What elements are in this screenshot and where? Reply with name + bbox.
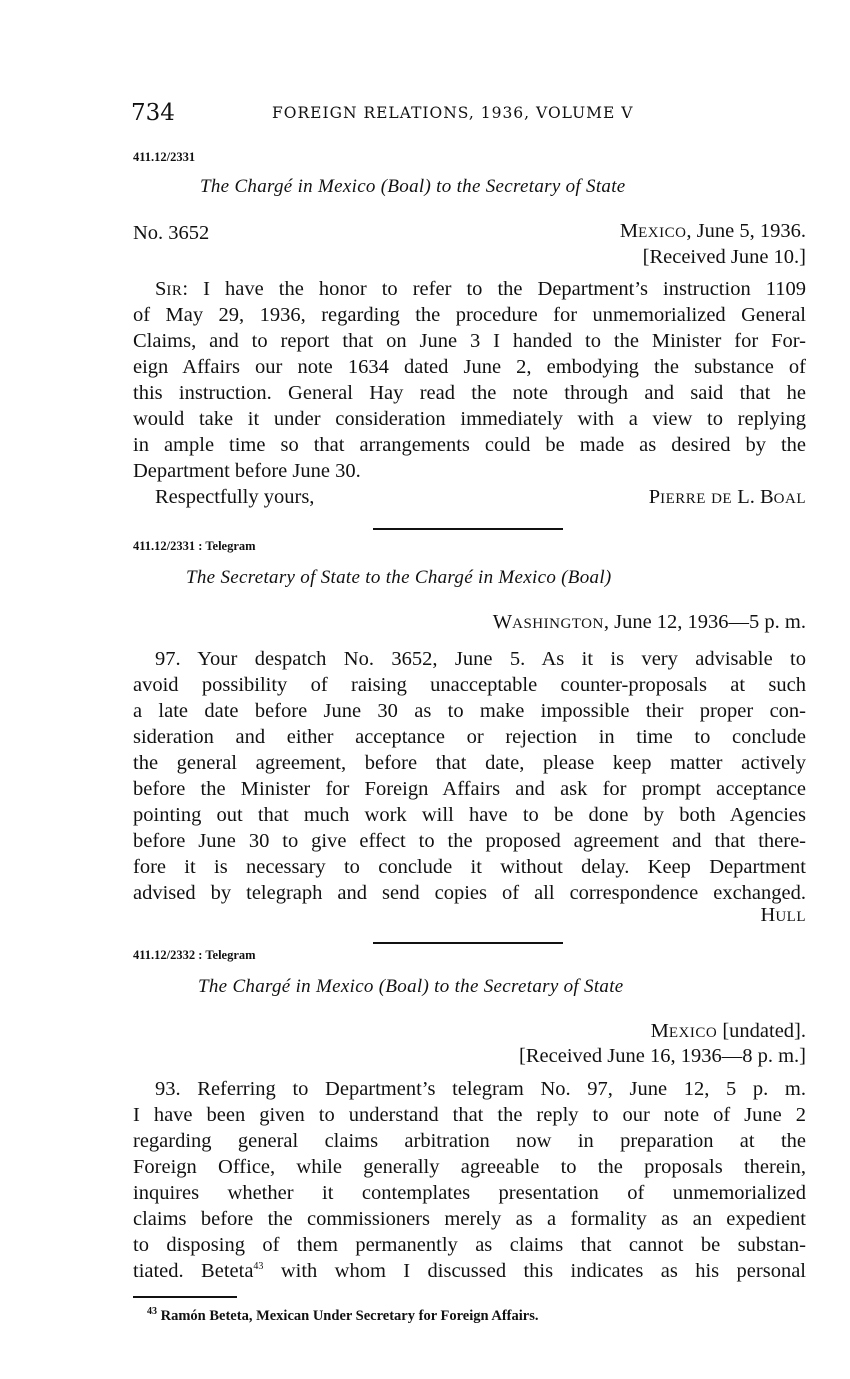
- body-line: of May 29, 1936, regarding the procedure for unmemorialized General: [133, 304, 806, 326]
- body-line: the general agreement, before that date, please keep matter actively: [133, 752, 806, 774]
- date: [undated].: [717, 1020, 806, 1042]
- document-title: The Chargé in Mexico (Boal) to the Secretary of State: [198, 976, 624, 997]
- body-line: advised by telegraph and send copies of all correspondence exchanged.: [133, 882, 806, 904]
- place-rest: EXICO: [668, 1025, 718, 1041]
- body-line: 97. Your despatch No. 3652, June 5. As it is very advisable to: [155, 648, 806, 670]
- place-initial: M: [650, 1020, 669, 1042]
- salutation-rest: IR: [166, 283, 183, 299]
- body-line: Foreign Office, while generally agreeable to the proposals therein,: [133, 1156, 806, 1178]
- body-line: before June 30 to give effect to the proposed agreement and that there-: [133, 830, 806, 852]
- despatch-number: No. 3652: [133, 222, 210, 244]
- place-initial: W: [492, 611, 513, 633]
- place-initial: M: [619, 220, 639, 242]
- body-line: avoid possibility of raising unacceptable counter-proposals at such: [133, 674, 806, 696]
- body-line: a late date before June 30 as to make impossible their proper con-: [133, 700, 806, 722]
- body-line: inquires whether it contemplates presentation of unmemorialized: [133, 1182, 806, 1204]
- body-line: would take it under consideration immediately with a view to replying: [133, 408, 806, 430]
- closing: Respectfully yours,: [155, 486, 315, 508]
- footnote-reference[interactable]: 43: [253, 1261, 264, 1273]
- body-line: Department before June 30.: [133, 460, 361, 482]
- dateline: [651, 1020, 806, 1043]
- signature-part: IERRE: [660, 491, 706, 507]
- dateline: [620, 220, 806, 243]
- footnote-text: Ramón Beteta, Mexican Under Secretary for Foreign Affairs.: [157, 1308, 539, 1324]
- signature-part: ULL: [775, 909, 806, 925]
- body-line: I have been given to understand that the reply to our note of June 2: [133, 1104, 806, 1126]
- footnote-marker: 43: [147, 1306, 157, 1318]
- place-rest: EXICO: [638, 225, 687, 241]
- document-title: The Chargé in Mexico (Boal) to the Secretary of State: [200, 176, 626, 197]
- signature-part: P: [648, 486, 661, 508]
- signature-part: DE: [711, 491, 733, 507]
- signature-part: B: [759, 486, 774, 508]
- body-line: pointing out that much work will have to be done by both Agencies: [133, 804, 806, 826]
- signature-part: H: [760, 904, 776, 926]
- file-number: 411.12/2331: [133, 150, 196, 164]
- footnote: [147, 1308, 538, 1325]
- section-divider: [373, 942, 563, 944]
- signature-part: OAL: [773, 491, 806, 507]
- body-line: [133, 1258, 806, 1284]
- file-number: 411.12/2332 : Telegram: [133, 948, 256, 962]
- signature: [649, 486, 806, 509]
- document-title: The Secretary of State to the Chargé in Mexico (Boal): [186, 567, 612, 588]
- body-text: : I have the honor to refer to the Department’s instruction 1109: [182, 278, 806, 300]
- dateline: [493, 611, 806, 634]
- file-number: 411.12/2331 : Telegram: [133, 539, 256, 553]
- body-line: claims before the commissioners merely as a formality as an expedient: [133, 1208, 806, 1230]
- signature: [761, 904, 806, 927]
- section-divider: [373, 528, 563, 530]
- body-line: regarding general claims arbitration now in preparation at the: [133, 1130, 806, 1152]
- body-line: fore it is necessary to conclude it without delay. Keep Department: [133, 856, 806, 878]
- body-line: to disposing of them permanently as claims that cannot be substan-: [133, 1234, 806, 1256]
- body-line: [155, 276, 806, 302]
- body-line: in ample time so that arrangements could be made as desired by the: [133, 434, 806, 456]
- body-line: sideration and either acceptance or rejection in time to conclude: [133, 726, 806, 748]
- body-line: eign Affairs our note 1634 dated June 2, embodying the substance of: [133, 356, 806, 378]
- body-line: before the Minister for Foreign Affairs and ask for prompt acceptance: [133, 778, 806, 800]
- body-text: tiated. Beteta: [133, 1260, 254, 1282]
- body-line: Claims, and to report that on June 3 I handed to the Minister for For-: [133, 330, 806, 352]
- footnote-divider: [133, 1296, 237, 1298]
- body-line: 93. Referring to Department’s telegram No. 97, June 12, 5 p. m.: [155, 1078, 806, 1100]
- signature-part: L.: [737, 486, 755, 508]
- page-number: 734: [131, 100, 175, 126]
- running-title: FOREIGN RELATIONS, 1936, VOLUME V: [272, 104, 634, 122]
- body-text: with whom I discussed this indicates as his personal: [263, 1260, 806, 1282]
- date: , June 5, 1936.: [686, 220, 806, 242]
- date: , June 12, 1936—5 p. m.: [603, 611, 806, 633]
- salutation-initial: S: [155, 278, 167, 300]
- place-rest: ASHINGTON: [512, 616, 604, 632]
- received-note: [Received June 10.]: [642, 246, 806, 268]
- body-line: this instruction. General Hay read the note through and said that he: [133, 382, 806, 404]
- received-note: [Received June 16, 1936—8 p. m.]: [519, 1045, 806, 1067]
